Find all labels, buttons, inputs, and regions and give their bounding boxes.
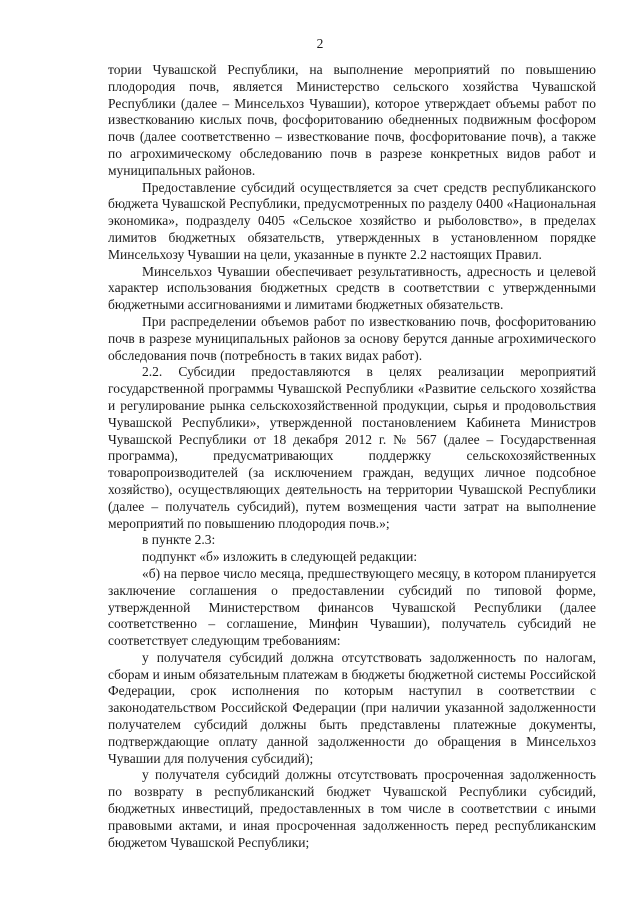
paragraph-overdue-debt: у получателя субсидий должны отсутствовать просроченная задолженность по возврату в республиканский бюджет Чувашской Республики субсидий, бюджетных инвестиций, предоставленных в том числе в соответствии с иными правовыми актами, и иная просроченная задолженность перед республиканским бюджетом Чувашской Республики; [108,767,596,850]
paragraph-effectiveness: Минсельхоз Чувашии обеспечивает результативность, адресность и целевой характер использования бюджетных средств в соответствии с утвержденными бюджетными ассигнованиями и лимитами бюджетных обязательств. [108,263,596,313]
paragraph-continuation: тории Чувашской Республики, на выполнение мероприятий по повышению плодородия почв, является Министерство сельского хозяйства Чувашской Республики (далее – Минсельхоз Чувашии), которое утверждает объемы работ по известкованию кислых почв, фосфоритованию обедненных подвижным фосфором почв (далее соответственно – известкование почв, фосфоритование почв), а также по агрохимическому обследованию почв в разрезе конкретных видов работ и муниципальных районов. [108,62,596,178]
page-number: 2 [316,36,324,51]
paragraph-point-2-3: в пункте 2.3: [142,532,216,548]
document-body [108,62,596,851]
paragraph-subpoint-b: подпункт «б» изложить в следующей редакции: [142,549,418,565]
paragraph-requirements-intro: «б) на первое число месяца, предшествующего месяцу, в котором планируется заключение соглашения о предоставлении субсидий по типовой форме, утвержденной Министерством финансов Чувашской Республики (далее соответственно – соглашение, Минфин Чувашии), получатель субсидий не соответствует следующим требованиям: [108,565,596,649]
paragraph-distribution: При распределении объемов работ по известкованию почв, фосфоритованию почв в разрезе муниципальных районов за основу берутся данные агрохимического обследования почв (потребность в таких видах работ). [108,313,596,363]
paragraph-tax-debt: у получателя субсидий должна отсутствовать задолженность по налогам, сборам и иным обязательным платежам в бюджеты бюджетной системы Российской Федерации, срок исполнения по которым наступил в соответствии с законодательством Российской Федерации (при наличии указанной задолженности получателем субсидий должны быть представлены платежные документы, подтверждающие оплату данной задолженности до обращения в Минсельхоз Чувашии для получения субсидий); [108,649,596,766]
paragraph-2-2: 2.2. Субсидии предоставляются в целях реализации мероприятий государственной программы Чувашской Республики «Развитие сельского хозяйства и регулирование рынка сельскохозяйственной продукции, сырья и продовольствия Чувашской Республики», утвержденной постановлением Кабинета Министров Чувашской Республики от 18 декабря 2012 г. № 567 (далее – Государственная программа), предусматривающих поддержку сельскохозяйственных товаропроизводителей (за исключением граждан, ведущих личное подсобное хозяйство), осуществляющих деятельность на территории Чувашской Республики (далее – получатель субсидий), путем возмещения части затрат на выполнение мероприятий по повышению плодородия почв.»; [108,364,596,531]
paragraph-funding-source: Предоставление субсидий осуществляется за счет средств республиканского бюджета Чувашской Республики, предусмотренных по разделу 0400 «Национальная экономика», подразделу 0405 «Сельское хозяйство и рыболовство», в пределах лимитов бюджетных обязательств, утвержденных в установленном порядке Минсельхозу Чувашии на цели, указанные в пункте 2.2 настоящих Правил. [108,179,596,262]
